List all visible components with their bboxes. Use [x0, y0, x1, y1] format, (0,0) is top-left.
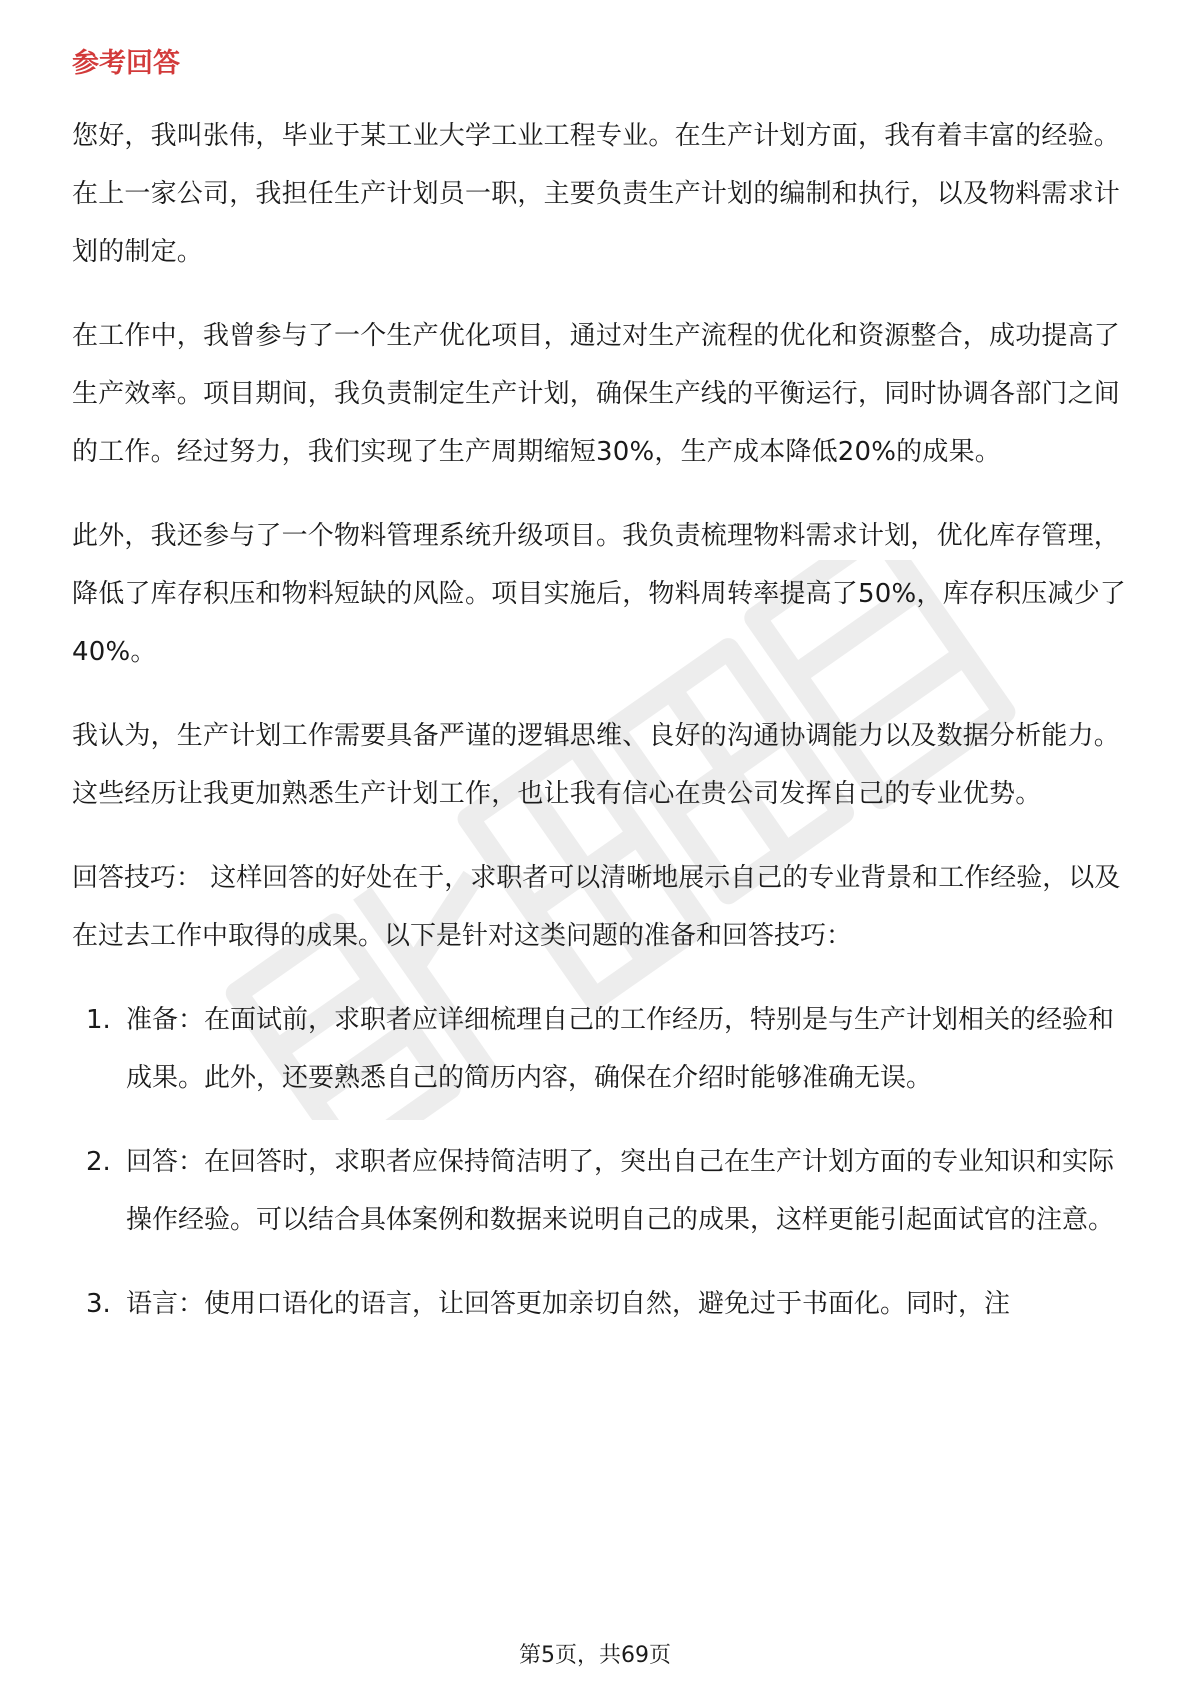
- section-heading: 参考回答: [72, 48, 180, 79]
- tip-number: 2.: [86, 1147, 111, 1178]
- tips-intro: 回答技巧： 这样回答的好处在于，求职者可以清晰地展示自己的专业背景和工作经验，以及在过去工作中取得的成果。以下是针对这类问题的准备和回答技巧：: [72, 863, 1121, 952]
- tip-item: [72, 1275, 1130, 1333]
- tip-number: 1.: [86, 1005, 111, 1036]
- answer-paragraph-4: 我认为，生产计划工作需要具备严谨的逻辑思维、良好的沟通协调能力以及数据分析能力。这些经历让我更加熟悉生产计划工作，也让我有信心在贵公司发挥自己的专业优势。: [72, 721, 1121, 810]
- tip-text: 语言：使用口语化的语言，让回答更加亲切自然，避免过于书面化。同时，注: [126, 1289, 1011, 1320]
- tip-text: 回答：在回答时，求职者应保持简洁明了，突出自己在生产计划方面的专业知识和实际操作经验。可以结合具体案例和数据来说明自己的成果，这样更能引起面试官的注意。: [126, 1147, 1115, 1236]
- tip-text: 准备：在面试前，求职者应详细梳理自己的工作经历，特别是与生产计划相关的经验和成果。此外，还要熟悉自己的简历内容，确保在介绍时能够准确无误。: [126, 1005, 1115, 1094]
- document-page: [72, 46, 1130, 1359]
- tip-item: [72, 1133, 1130, 1249]
- tip-number: 3.: [86, 1289, 111, 1320]
- tip-item: [72, 991, 1130, 1107]
- answer-paragraph-2: 在工作中，我曾参与了一个生产优化项目，通过对生产流程的优化和资源整合，成功提高了生产效率。项目期间，我负责制定生产计划，确保生产线的平衡运行，同时协调各部门之间的工作。经过努力，我们实现了生产周期缩短30%，生产成本降低20%的成果。: [72, 321, 1121, 468]
- tips-list: [72, 991, 1130, 1333]
- answer-paragraph-1: 您好，我叫张伟，毕业于某工业大学工业工程专业。在生产计划方面，我有着丰富的经验。在上一家公司，我担任生产计划员一职，主要负责生产计划的编制和执行，以及物料需求计划的制定。: [72, 121, 1121, 268]
- page-footer: 第5页，共69页: [519, 1643, 671, 1668]
- answer-paragraph-3: 此外，我还参与了一个物料管理系统升级项目。我负责梳理物料需求计划，优化库存管理，降低了库存积压和物料短缺的风险。项目实施后，物料周转率提高了50%，库存积压减少了40%。: [72, 521, 1126, 668]
